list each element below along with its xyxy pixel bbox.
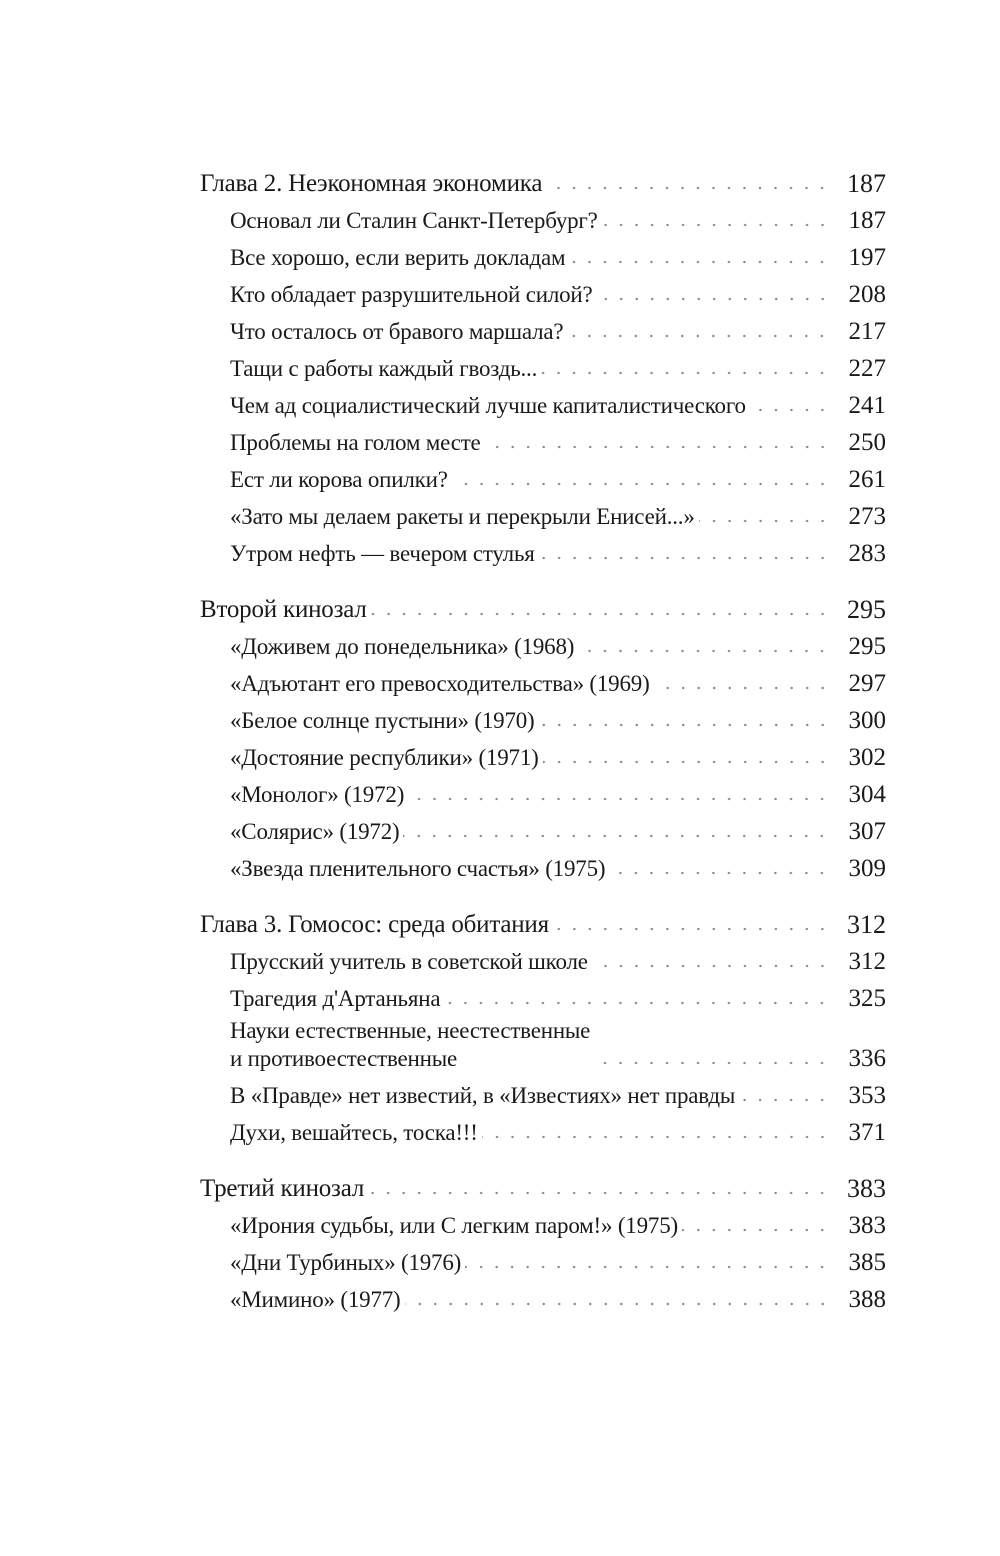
toc-entry[interactable] xyxy=(200,198,886,235)
dot-leader xyxy=(569,259,830,265)
toc-entry[interactable] xyxy=(200,772,886,809)
toc-entry[interactable] xyxy=(200,531,886,568)
dot-leader xyxy=(452,481,830,487)
dot-leader xyxy=(408,796,830,802)
toc-entry-title: «Адъютант его превосходительства» (1969) xyxy=(230,670,654,698)
toc-entry-title: Трагедия д'Артаньяна xyxy=(230,985,444,1013)
toc-entry-title: «Солярис» (1972) xyxy=(230,818,403,846)
toc-entry[interactable] xyxy=(200,1277,886,1314)
section-spacer xyxy=(200,568,886,588)
toc-entry[interactable] xyxy=(200,809,886,846)
toc-entry-title: Тащи с работы каждый гвоздь... xyxy=(230,355,541,383)
dot-leader xyxy=(444,1000,830,1006)
section-spacer xyxy=(200,1147,886,1167)
toc-page-number: 187 xyxy=(848,207,886,234)
toc-page-number: 312 xyxy=(848,948,886,975)
toc-entry-title-line: Науки естественные, неестественные xyxy=(230,1018,591,1043)
dot-leader xyxy=(539,722,831,728)
toc-chapter-entry[interactable] xyxy=(200,1167,886,1203)
toc-entry-title: «Мимино» (1977) xyxy=(230,1286,405,1314)
dot-leader xyxy=(578,648,830,654)
dot-leader xyxy=(543,759,830,765)
dot-leader xyxy=(553,926,830,932)
toc-entry[interactable] xyxy=(200,494,886,531)
dot-leader xyxy=(750,407,830,413)
dot-leader xyxy=(368,1190,830,1196)
dot-leader xyxy=(546,185,830,191)
dot-leader xyxy=(594,1060,830,1066)
toc-page-number: 208 xyxy=(848,281,886,308)
toc-entry-title: Утром нефть — вечером стулья xyxy=(230,540,539,568)
toc-entry[interactable] xyxy=(200,383,886,420)
toc-chapter-entry[interactable] xyxy=(200,588,886,624)
toc-chapter-entry[interactable] xyxy=(200,903,886,939)
dot-leader xyxy=(465,1264,830,1270)
toc-entry-title: Проблемы на голом месте xyxy=(230,429,485,457)
toc-entry-title xyxy=(230,1017,594,1073)
toc-entry[interactable] xyxy=(200,976,886,1013)
toc-page-number: 273 xyxy=(848,503,886,530)
table-of-contents xyxy=(200,162,886,1314)
toc-page-number: 383 xyxy=(847,1174,886,1203)
dot-leader xyxy=(699,518,830,524)
toc-entry-title: «Доживем до понедельника» (1968) xyxy=(230,633,578,661)
toc-entry-title: «Звезда пленительного счастья» (1975) xyxy=(230,855,609,883)
toc-entry[interactable] xyxy=(200,1203,886,1240)
section-spacer xyxy=(200,883,886,903)
toc-entry[interactable] xyxy=(200,939,886,976)
toc-entry[interactable] xyxy=(200,735,886,772)
toc-page-number: 241 xyxy=(848,392,886,419)
dot-leader xyxy=(567,333,830,339)
toc-chapter-title: Глава 2. Неэкономная экономика xyxy=(200,170,546,198)
toc-entry-title: В «Правде» нет известий, в «Известиях» нет правды xyxy=(230,1082,739,1110)
dot-leader xyxy=(403,833,830,839)
toc-chapter-title: Глава 3. Гомосос: среда обитания xyxy=(200,911,553,939)
toc-entry-title: «Монолог» (1972) xyxy=(230,781,408,809)
dot-leader xyxy=(541,370,830,376)
toc-page-number: 283 xyxy=(848,540,886,567)
toc-entry[interactable] xyxy=(200,346,886,383)
toc-entry[interactable] xyxy=(200,1110,886,1147)
dot-leader xyxy=(371,611,830,617)
toc-entry[interactable] xyxy=(200,457,886,494)
toc-page-number: 307 xyxy=(848,818,886,845)
toc-entry[interactable] xyxy=(200,846,886,883)
toc-entry-title-line: и противоестественные xyxy=(230,1046,458,1071)
toc-page-number: 336 xyxy=(848,1045,886,1072)
toc-entry-title: «Зато мы делаем ракеты и перекрыли Енисей...» xyxy=(230,503,699,531)
toc-entry[interactable] xyxy=(200,420,886,457)
toc-entry-title: Что осталось от бравого маршала? xyxy=(230,318,567,346)
toc-entry[interactable] xyxy=(200,309,886,346)
dot-leader xyxy=(602,222,830,228)
toc-entry-title: Все хорошо, если верить докладам xyxy=(230,244,569,272)
dot-leader xyxy=(682,1227,830,1233)
dot-leader xyxy=(739,1097,830,1103)
dot-leader xyxy=(654,685,830,691)
toc-chapter-entry[interactable] xyxy=(200,162,886,198)
toc-page-number: 385 xyxy=(848,1249,886,1276)
toc-entry-title: «Ирония судьбы, или С легким паром!» (1975) xyxy=(230,1212,682,1240)
toc-entry-title: Кто обладает разрушительной силой? xyxy=(230,281,597,309)
dot-leader xyxy=(482,1134,830,1140)
toc-entry-title: «Достояние республики» (1971) xyxy=(230,744,543,772)
toc-entry-title: «Белое солнце пустыни» (1970) xyxy=(230,707,539,735)
toc-page-number: 304 xyxy=(848,781,886,808)
toc-page-number: 295 xyxy=(847,595,886,624)
toc-page-number: 197 xyxy=(848,244,886,271)
toc-entry[interactable] xyxy=(200,698,886,735)
toc-page-number: 353 xyxy=(848,1082,886,1109)
toc-page-number: 371 xyxy=(848,1119,886,1146)
toc-entry[interactable] xyxy=(200,661,886,698)
toc-entry[interactable] xyxy=(200,624,886,661)
toc-page-number: 187 xyxy=(847,169,886,198)
toc-chapter-title: Третий кинозал xyxy=(200,1175,368,1203)
toc-page-number: 295 xyxy=(848,633,886,660)
toc-entry-title: Духи, вешайтесь, тоска!!! xyxy=(230,1119,482,1147)
dot-leader xyxy=(485,444,830,450)
toc-page-number: 227 xyxy=(848,355,886,382)
toc-entry-title: Основал ли Сталин Санкт-Петербург? xyxy=(230,207,602,235)
toc-page-number: 388 xyxy=(848,1286,886,1313)
toc-page-number: 250 xyxy=(848,429,886,456)
toc-entry[interactable] xyxy=(200,1073,886,1110)
dot-leader xyxy=(539,555,830,561)
toc-entry-title: Ест ли корова опилки? xyxy=(230,466,452,494)
toc-entry-title: Прусский учитель в советской школе xyxy=(230,948,592,976)
toc-page-number: 297 xyxy=(848,670,886,697)
toc-page-number: 325 xyxy=(848,985,886,1012)
toc-chapter-title: Второй кинозал xyxy=(200,596,371,624)
toc-entry[interactable] xyxy=(200,1013,886,1073)
toc-page-number: 309 xyxy=(848,855,886,882)
dot-leader xyxy=(405,1301,831,1307)
toc-page-number: 383 xyxy=(848,1212,886,1239)
toc-entry[interactable] xyxy=(200,1240,886,1277)
toc-entry-title: «Дни Турбиных» (1976) xyxy=(230,1249,465,1277)
toc-page-number: 312 xyxy=(847,910,886,939)
dot-leader xyxy=(597,296,830,302)
toc-entry[interactable] xyxy=(200,272,886,309)
toc-entry[interactable] xyxy=(200,235,886,272)
toc-page-number: 217 xyxy=(848,318,886,345)
dot-leader xyxy=(609,870,830,876)
toc-entry-title: Чем ад социалистический лучше капиталистического xyxy=(230,392,750,420)
toc-page-number: 302 xyxy=(848,744,886,771)
dot-leader xyxy=(592,963,830,969)
toc-page-number: 261 xyxy=(848,466,886,493)
toc-page-number: 300 xyxy=(848,707,886,734)
